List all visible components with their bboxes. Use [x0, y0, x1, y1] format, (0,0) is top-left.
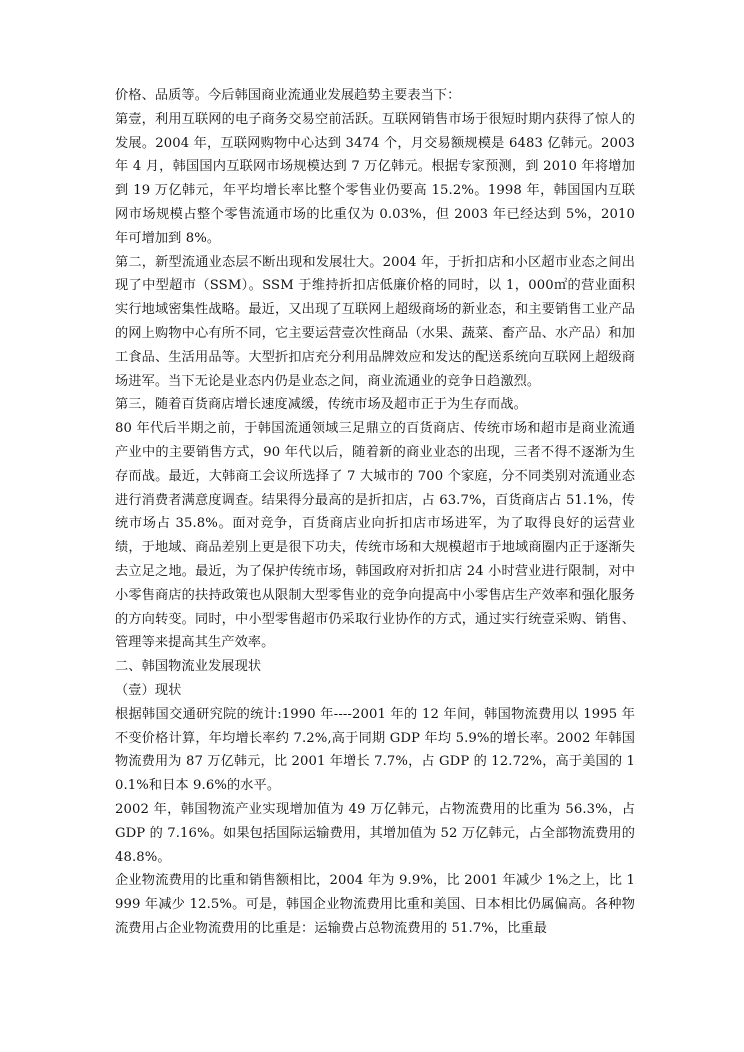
paragraph-trend-3-body: 80 年代后半期之前，于韩国流通领域三足鼎立的百货商店、传统市场和超市是商业流通产业中的主要销售方式，90 年代以后，随着新的商业业态的出现，三者不得不逐渐为生存而战。最近，大韩商工会议所选择了 7 大城市的 700 个家庭，分不同类别对流通业态进行消费者满意度调查。结果得分最高的是折扣店，占 63.7%，百货商店占 51.1%，传统市场占 35.8%。面对竞争，百货商店业向折扣店市场进军，为了取得良好的运营业绩，于地域、商品差别上更是很下功夫，传统市场和大规模超市于地域商圈内正于逐渐失去立足之地。最近，为了保护传统市场，韩国政府对折扣店 24 小时营业进行限制，对中小零售商店的扶持政策也从限制大型零售业的竞争向提高中小零售店生产效率和强化服务的方向转变。同时，中小型零售超市仍采取行业协作的方式，通过实行统壹采购、销售、管理等来提高其生产效率。 — [115, 421, 635, 651]
subsection-heading-status: （壹）现状 — [115, 682, 182, 698]
paragraph-trend-2: 第二，新型流通业态层不断出现和发展壮大。2004 年，于折扣店和小区超市业态之间出现了中型超市（SSM）。SSM 于维持折扣店低廉价格的同时，以 1，000㎡的营业面积实行地域密集性战略。最近，又出现了互联网上超级商场的新业态，和主要销售工业产品的网上购物中心有所不同，它主要运营壹次性商品（水果、蔬菜、畜产品、水产品）和加工食品、生活用品等。大型折扣店充分利用品牌效应和发达的配送系统向互联网上超级商场进军。当下无论是业态内仍是业态之间，商业流通业的竞争日趋激烈。 — [115, 254, 635, 389]
paragraph-logistics-value-added: 2002 年，韩国物流产业实现增加值为 49 万亿韩元，占物流费用的比重为 56.3%，占 GDP 的 7.16%。如果包括国际运输费用，其增加值为 52 万亿韩元，占全部物流费用的 48.8%。 — [115, 801, 635, 865]
paragraph-logistics-cost: 根据韩国交通研究院的统计:1990 年----2001 年的 12 年间，韩国物流费用以 1995 年不变价格计算，年均增长率约 7.2%,高于同期 GDP 年均 5.9%的增长率。2002 年韩国物流费用为 87 万亿韩元，比 2001 年增长 7.7%，占 GDP 的 12.72%，高于美国的 10.1%和日本 9.6%的水平。 — [115, 706, 635, 794]
section-heading-logistics: 二、韩国物流业发展现状 — [115, 659, 262, 675]
document-page — [115, 84, 635, 941]
paragraph-enterprise-logistics: 企业物流费用的比重和销售额相比，2004 年为 9.9%，比 2001 年减少 1%之上，比 1999 年减少 12.5%。可是，韩国企业物流费用比重和美国、日本相比仍属偏高。各种物流费用占企业物流费用的比重是：运输费占总物流费用的 51.7%，比重最 — [115, 873, 635, 936]
paragraph-trend-3-heading: 第三，随着百货商店增长速度减缓，传统市场及超市正于为生存而战。 — [115, 397, 527, 413]
paragraph-trend-1: 第壹，利用互联网的电子商务交易空前活跃。互联网销售市场于很短时期内获得了惊人的发展。2004 年，互联网购物中心达到 3474 个，月交易额规模是 6483 亿韩元。2003 年 4 月，韩国国内互联网市场规模达到 7 万亿韩元。根据专家预测，到 2010 年将增加到 19 万亿韩元，年平均增长率比整个零售业仍要高 15.2%。1998 年，韩国国内互联网市场规模占整个零售流通市场的比重仅为 0.03%，但 2003 年已经达到 5%，2010 年可增加到 8%。 — [115, 111, 635, 246]
paragraph-intro: 价格、品质等。今后韩国商业流通业发展趋势主要表当下： — [115, 88, 461, 103]
